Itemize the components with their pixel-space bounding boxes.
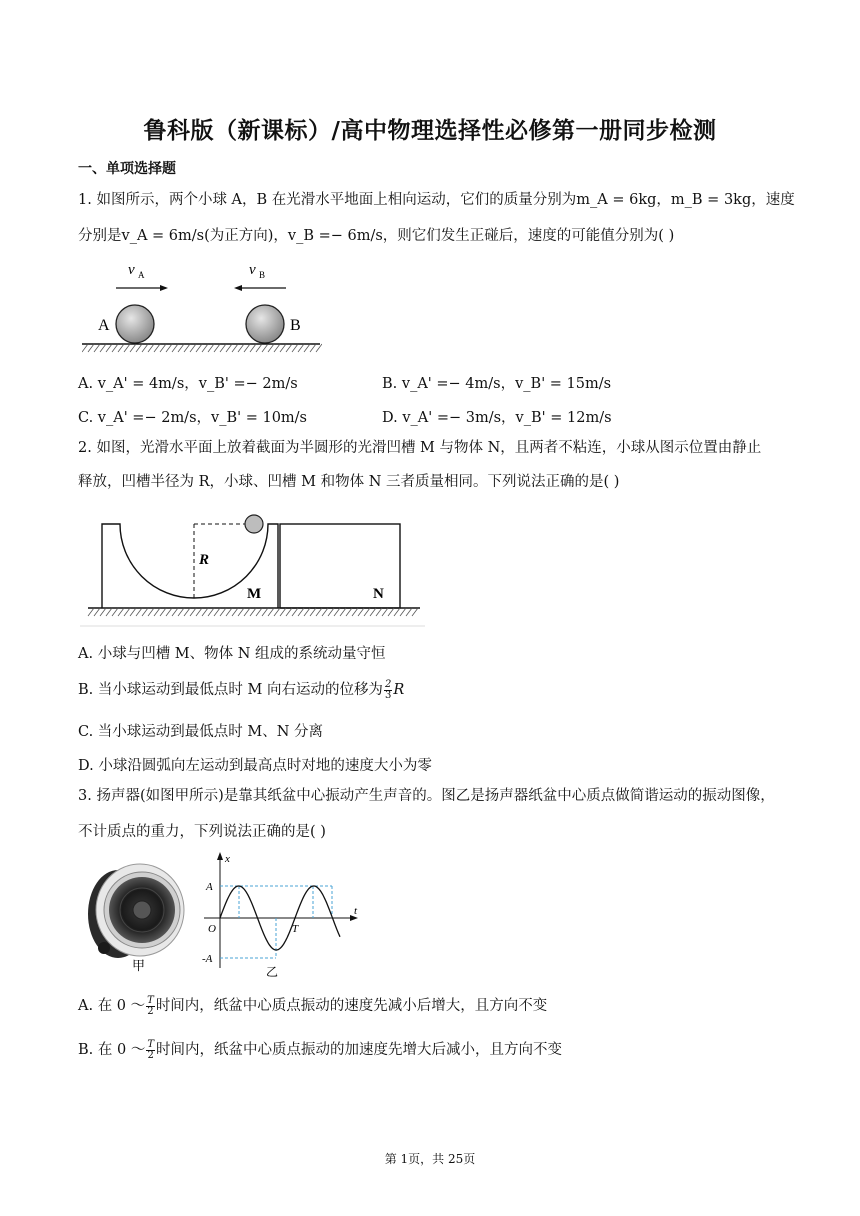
q1-option-d[interactable]: D. v_A' =− 3m/s，v_B' = 12m/s — [382, 410, 612, 426]
graph-label-t: T — [292, 923, 299, 935]
page-title: 鲁科版（新课标）/高中物理选择性必修第一册同步检测 — [143, 117, 717, 144]
graph-label-a: A — [206, 881, 213, 893]
q3-vibration-graph — [200, 850, 365, 980]
q3-option-b-pre: B. 在 0 ～ — [78, 1042, 146, 1058]
q2-option-a[interactable]: A. 小球与凹槽 M、物体 N 组成的系统动量守恒 — [78, 646, 386, 662]
q2-small-ball — [245, 515, 263, 533]
q3-option-b-post: 时间内，纸盆中心质点振动的加速度先增大后减小，且方向不变 — [156, 1042, 562, 1058]
q2-option-b-r: R — [393, 682, 405, 698]
caption-yi: 乙 — [266, 965, 279, 979]
page-footer: 第 1页，共 25页 — [384, 1152, 476, 1166]
q1-vb-label: v — [249, 262, 256, 278]
ball-b-label: B — [290, 317, 301, 334]
q3-stem-line2: 不计质点的重力，下列说法正确的是( ) — [78, 824, 326, 840]
ball-a — [116, 305, 154, 343]
graph-label-o: O — [208, 923, 216, 935]
graph-axis-x: x — [225, 853, 230, 865]
q2-figure — [80, 512, 425, 628]
q1-va-label: v — [128, 262, 135, 278]
q3-option-a[interactable] — [78, 994, 547, 1017]
q3-option-a-pre: A. 在 0 ～ — [78, 998, 146, 1014]
q3-option-a-post: 时间内，纸盆中心质点振动的速度先减小后增大，且方向不变 — [155, 998, 548, 1014]
q3-option-a-fraction: $\frac{T}{2}$ — [147, 994, 154, 1017]
q1-option-a[interactable]: A. v_A' = 4m/s，v_B' =− 2m/s — [78, 376, 298, 392]
q1-option-c[interactable]: C. v_A' =− 2m/s，v_B' = 10m/s — [78, 410, 307, 426]
section-heading: 一、单项选择题 — [78, 161, 176, 177]
q3-option-b[interactable] — [78, 1038, 562, 1061]
q2-option-b-fraction: $\frac{2}{3}$ — [384, 678, 392, 701]
q1-figure — [82, 258, 322, 354]
caption-jia: 甲 — [132, 959, 146, 974]
q3-stem-line1: 3. 扬声器(如图甲所示)是靠其纸盆中心振动产生声音的。图乙是扬声器纸盆中心质点做简谐运动的振动图像， — [78, 788, 775, 804]
graph-label-neg-a: -A — [202, 953, 213, 965]
q2-option-b[interactable] — [78, 678, 404, 701]
q2-option-d[interactable]: D. 小球沿圆弧向左运动到最高点时对地的速度大小为零 — [78, 758, 432, 774]
q3-option-b-fraction: $\frac{T}{2}$ — [147, 1038, 154, 1061]
q2-label-n: N — [373, 586, 384, 602]
q1-stem-line2: 分别是v_A = 6m/s(为正方向)，v_B =− 6m/s，则它们发生正碰后，速度的可能值分别为( ) — [78, 228, 675, 244]
q2-option-c[interactable]: C. 当小球运动到最低点时 M、N 分离 — [78, 724, 324, 740]
ball-b — [246, 305, 284, 343]
ball-a-label: A — [98, 317, 110, 334]
q2-label-r: R — [199, 552, 210, 568]
q1-stem-line1: 1. 如图所示，两个小球 A，B 在光滑水平地面上相向运动，它们的质量分别为m_A = 6kg，m_B = 3kg，速度 — [78, 192, 795, 208]
graph-axis-t: t — [354, 905, 358, 917]
q2-stem-line1: 2. 如图，光滑水平面上放着截面为半圆形的光滑凹槽 M 与物体 N，且两者不粘连，小球从图示位置由静止 — [78, 440, 762, 456]
q2-stem-line2: 释放，凹槽半径为 R，小球、凹槽 M 和物体 N 三者质量相同。下列说法正确的是( ) — [78, 474, 620, 490]
q2-label-m: M — [247, 586, 262, 602]
q2-option-b-text: B. 当小球运动到最低点时 M 向右运动的位移为 — [78, 682, 383, 698]
q3-speaker-figure — [84, 858, 194, 978]
q1-vb-sub: B — [259, 270, 266, 280]
q1-va-sub: A — [138, 270, 145, 280]
q1-option-b[interactable]: B. v_A' =− 4m/s，v_B' = 15m/s — [382, 376, 612, 392]
